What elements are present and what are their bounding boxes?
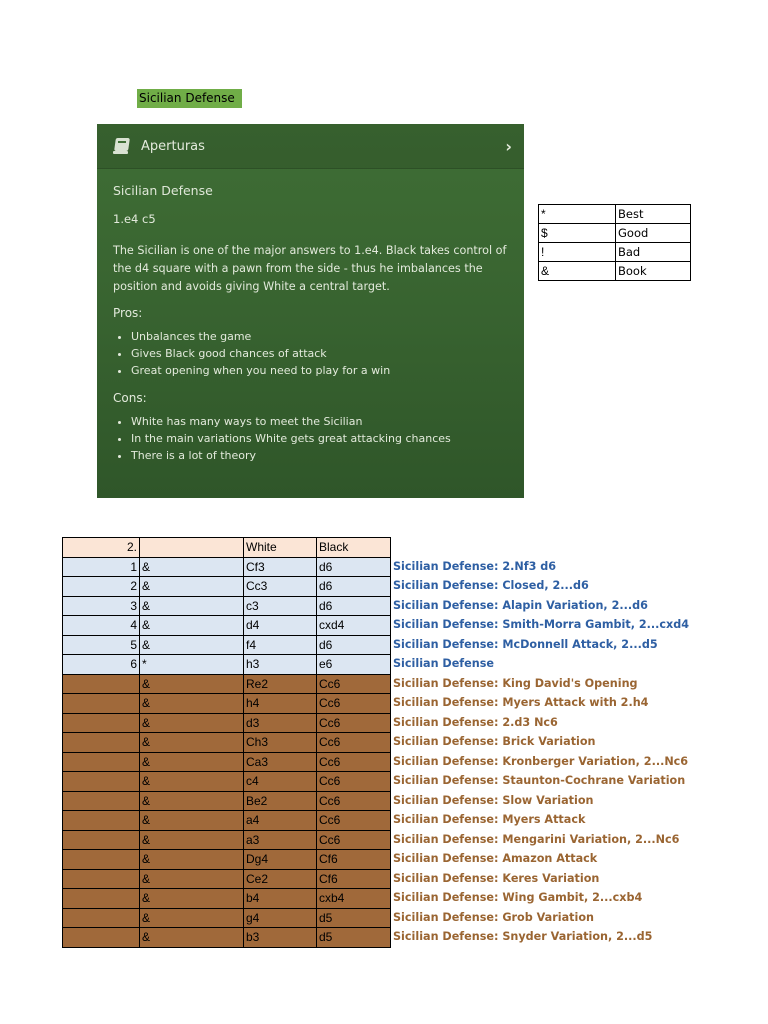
opening-heading: Sicilian Defense: [113, 183, 213, 198]
row-num-cell[interactable]: [63, 869, 140, 889]
table-row: [63, 830, 692, 850]
table-row: [63, 752, 692, 772]
row-black-move-cell[interactable]: d5: [317, 908, 391, 928]
row-white-move-cell[interactable]: c4: [244, 772, 317, 792]
row-black-move-cell[interactable]: e6: [317, 655, 391, 675]
row-black-move-cell[interactable]: Cc6: [317, 694, 391, 714]
row-symbol-cell[interactable]: &: [140, 889, 244, 909]
row-variation-name[interactable]: Sicilian Defense: [393, 657, 494, 671]
legend-row: [539, 262, 691, 281]
row-variation-name[interactable]: Sicilian Defense: King David's Opening: [393, 676, 638, 690]
row-num-cell[interactable]: 1: [63, 557, 140, 577]
table-row: [63, 733, 692, 753]
row-black-move-cell[interactable]: Cf6: [317, 869, 391, 889]
opening-moves: 1.e4 c5: [113, 212, 156, 226]
row-num-cell[interactable]: [63, 713, 140, 733]
row-black-move-cell[interactable]: Cc6: [317, 674, 391, 694]
panel-body: [97, 169, 524, 464]
table-row: [63, 850, 692, 870]
header-sym[interactable]: [140, 538, 244, 558]
table-row: [63, 713, 692, 733]
row-num-cell[interactable]: [63, 791, 140, 811]
row-num-cell[interactable]: [63, 928, 140, 948]
row-symbol-cell[interactable]: &: [140, 830, 244, 850]
row-symbol-cell[interactable]: &: [140, 713, 244, 733]
row-white-move-cell[interactable]: Ce2: [244, 869, 317, 889]
row-variation-name[interactable]: Sicilian Defense: Myers Attack: [393, 813, 586, 827]
row-white-move-cell[interactable]: d3: [244, 713, 317, 733]
row-num-cell[interactable]: 4: [63, 616, 140, 636]
pros-item: • Gives Black good chances of attack: [131, 345, 508, 362]
row-num-cell[interactable]: 6: [63, 655, 140, 675]
row-symbol-cell[interactable]: &: [140, 850, 244, 870]
row-variation-name[interactable]: Sicilian Defense: Keres Variation: [393, 871, 600, 885]
row-white-move-cell[interactable]: d4: [244, 616, 317, 636]
table-row: [63, 908, 692, 928]
row-variation-name[interactable]: Sicilian Defense: Wing Gambit, 2...cxb4: [393, 891, 643, 905]
row-white-move-cell[interactable]: f4: [244, 635, 317, 655]
cons-item: • White has many ways to meet the Sicilian: [131, 413, 508, 430]
pros-item: • Great opening when you need to play for a win: [131, 362, 508, 379]
row-symbol-cell[interactable]: &: [140, 616, 244, 636]
row-variation-name[interactable]: Sicilian Defense: Kronberger Variation, 2...Nc6: [393, 754, 689, 768]
row-variation-name[interactable]: Sicilian Defense: Closed, 2...d6: [393, 579, 589, 593]
opening-description: The Sicilian is one of the major answers to 1.e4. Black takes control of the d4 square with a pawn from the side - thus he imbalances the position and avoids giving White a central target.: [113, 244, 507, 293]
sheet-title-cell: Sicilian Defense: [137, 89, 242, 108]
row-num-cell[interactable]: [63, 752, 140, 772]
header-num[interactable]: 2.: [63, 538, 140, 558]
legend-symbol[interactable]: !: [539, 243, 616, 262]
row-black-move-cell[interactable]: Cc6: [317, 752, 391, 772]
row-symbol-cell[interactable]: &: [140, 577, 244, 597]
table-row: [63, 655, 692, 675]
row-symbol-cell[interactable]: &: [140, 557, 244, 577]
row-variation-name[interactable]: Sicilian Defense: 2.Nf3 d6: [393, 559, 557, 573]
table-row: [63, 928, 692, 948]
row-white-move-cell[interactable]: Cf3: [244, 557, 317, 577]
row-black-move-cell[interactable]: Cc6: [317, 772, 391, 792]
row-variation-name[interactable]: Sicilian Defense: Smith-Morra Gambit, 2...cxd4: [393, 618, 690, 632]
legend-row: [539, 205, 691, 224]
row-black-move-cell[interactable]: d6: [317, 557, 391, 577]
legend-meaning[interactable]: Best: [616, 205, 691, 224]
row-white-move-cell[interactable]: a4: [244, 811, 317, 831]
legend-meaning[interactable]: Book: [616, 262, 691, 281]
row-white-move-cell[interactable]: g4: [244, 908, 317, 928]
chevron-right-icon[interactable]: ›: [505, 136, 512, 156]
row-variation-name[interactable]: Sicilian Defense: 2.d3 Nc6: [393, 715, 558, 729]
table-row: [63, 616, 692, 636]
row-symbol-cell[interactable]: &: [140, 811, 244, 831]
row-black-move-cell[interactable]: Cf6: [317, 850, 391, 870]
row-num-cell[interactable]: [63, 830, 140, 850]
table-row: [63, 674, 692, 694]
row-black-move-cell[interactable]: Cc6: [317, 791, 391, 811]
legend-symbol[interactable]: *: [539, 205, 616, 224]
row-symbol-cell[interactable]: &: [140, 733, 244, 753]
row-symbol-cell[interactable]: &: [140, 908, 244, 928]
table-row: [63, 772, 692, 792]
row-white-move-cell[interactable]: Dg4: [244, 850, 317, 870]
moves-table: [62, 537, 692, 948]
row-variation-name[interactable]: Sicilian Defense: McDonnell Attack, 2...d5: [393, 637, 658, 651]
book-icon: [113, 138, 131, 154]
row-black-move-cell[interactable]: Cc6: [317, 713, 391, 733]
row-symbol-cell[interactable]: &: [140, 635, 244, 655]
row-black-move-cell[interactable]: d6: [317, 596, 391, 616]
row-white-move-cell[interactable]: Be2: [244, 791, 317, 811]
row-black-move-cell[interactable]: cxd4: [317, 616, 391, 636]
row-white-move-cell[interactable]: a3: [244, 830, 317, 850]
row-black-move-cell[interactable]: cxb4: [317, 889, 391, 909]
row-variation-name[interactable]: Sicilian Defense: Amazon Attack: [393, 852, 598, 866]
row-white-move-cell[interactable]: Ca3: [244, 752, 317, 772]
header-white[interactable]: White: [244, 538, 317, 558]
row-symbol-cell[interactable]: *: [140, 655, 244, 675]
table-header-row: [63, 538, 692, 558]
row-variation-name[interactable]: Sicilian Defense: Slow Variation: [393, 793, 594, 807]
row-symbol-cell[interactable]: &: [140, 772, 244, 792]
table-row: [63, 694, 692, 714]
row-variation-name[interactable]: Sicilian Defense: Grob Variation: [393, 910, 594, 924]
row-black-move-cell[interactable]: d5: [317, 928, 391, 948]
row-white-move-cell[interactable]: h4: [244, 694, 317, 714]
legend-symbol[interactable]: &: [539, 262, 616, 281]
legend-row: [539, 243, 691, 262]
table-row: [63, 869, 692, 889]
row-white-move-cell[interactable]: c3: [244, 596, 317, 616]
cons-item: • There is a lot of theory: [131, 447, 508, 464]
row-num-cell[interactable]: [63, 772, 140, 792]
row-symbol-cell[interactable]: &: [140, 596, 244, 616]
row-black-move-cell[interactable]: Cc6: [317, 733, 391, 753]
row-symbol-cell[interactable]: &: [140, 674, 244, 694]
row-num-cell[interactable]: [63, 850, 140, 870]
legend-meaning[interactable]: Good: [616, 224, 691, 243]
row-num-cell[interactable]: [63, 811, 140, 831]
row-num-cell[interactable]: [63, 908, 140, 928]
cons-item: • In the main variations White gets great attacking chances: [131, 430, 508, 447]
row-symbol-cell[interactable]: &: [140, 869, 244, 889]
row-variation-name[interactable]: Sicilian Defense: Mengarini Variation, 2...Nc6: [393, 832, 680, 846]
cons-list: [113, 413, 508, 464]
row-white-move-cell[interactable]: Ch3: [244, 733, 317, 753]
pros-item: • Unbalances the game: [131, 328, 508, 345]
row-symbol-cell[interactable]: &: [140, 752, 244, 772]
row-variation-name[interactable]: Sicilian Defense: Brick Variation: [393, 735, 596, 749]
row-symbol-cell[interactable]: &: [140, 694, 244, 714]
row-white-move-cell[interactable]: b3: [244, 928, 317, 948]
cons-label: Cons:: [113, 391, 147, 405]
pros-label: Pros:: [113, 306, 143, 320]
panel-header[interactable]: [97, 124, 524, 169]
table-row: [63, 889, 692, 909]
row-num-cell[interactable]: [63, 733, 140, 753]
legend-table: [538, 204, 691, 281]
row-variation-name[interactable]: Sicilian Defense: Snyder Variation, 2...d5: [393, 930, 653, 944]
row-variation-name[interactable]: Sicilian Defense: Alapin Variation, 2...d6: [393, 598, 648, 612]
row-white-move-cell[interactable]: Re2: [244, 674, 317, 694]
row-black-move-cell[interactable]: d6: [317, 635, 391, 655]
row-variation-name[interactable]: Sicilian Defense: Myers Attack with 2.h4: [393, 696, 649, 710]
row-num-cell[interactable]: [63, 889, 140, 909]
row-white-move-cell[interactable]: h3: [244, 655, 317, 675]
row-num-cell[interactable]: [63, 674, 140, 694]
legend-meaning[interactable]: Bad: [616, 243, 691, 262]
row-white-move-cell[interactable]: b4: [244, 889, 317, 909]
table-row: [63, 635, 692, 655]
panel-header-title: Aperturas: [141, 138, 205, 154]
table-row: [63, 577, 692, 597]
row-num-cell[interactable]: 5: [63, 635, 140, 655]
row-white-move-cell[interactable]: Cc3: [244, 577, 317, 597]
table-row: [63, 811, 692, 831]
table-row: [63, 791, 692, 811]
legend-symbol[interactable]: $: [539, 224, 616, 243]
opening-info-panel: [97, 124, 524, 498]
row-variation-name[interactable]: Sicilian Defense: Staunton-Cochrane Variation: [393, 774, 686, 788]
row-black-move-cell[interactable]: Cc6: [317, 830, 391, 850]
row-black-move-cell[interactable]: Cc6: [317, 811, 391, 831]
row-num-cell[interactable]: [63, 694, 140, 714]
legend-row: [539, 224, 691, 243]
table-row: [63, 557, 692, 577]
pros-list: [113, 328, 508, 379]
row-num-cell[interactable]: 2: [63, 577, 140, 597]
row-symbol-cell[interactable]: &: [140, 928, 244, 948]
row-black-move-cell[interactable]: d6: [317, 577, 391, 597]
row-symbol-cell[interactable]: &: [140, 791, 244, 811]
row-num-cell[interactable]: 3: [63, 596, 140, 616]
table-row: [63, 596, 692, 616]
header-black[interactable]: Black: [317, 538, 391, 558]
header-name: [391, 538, 692, 558]
